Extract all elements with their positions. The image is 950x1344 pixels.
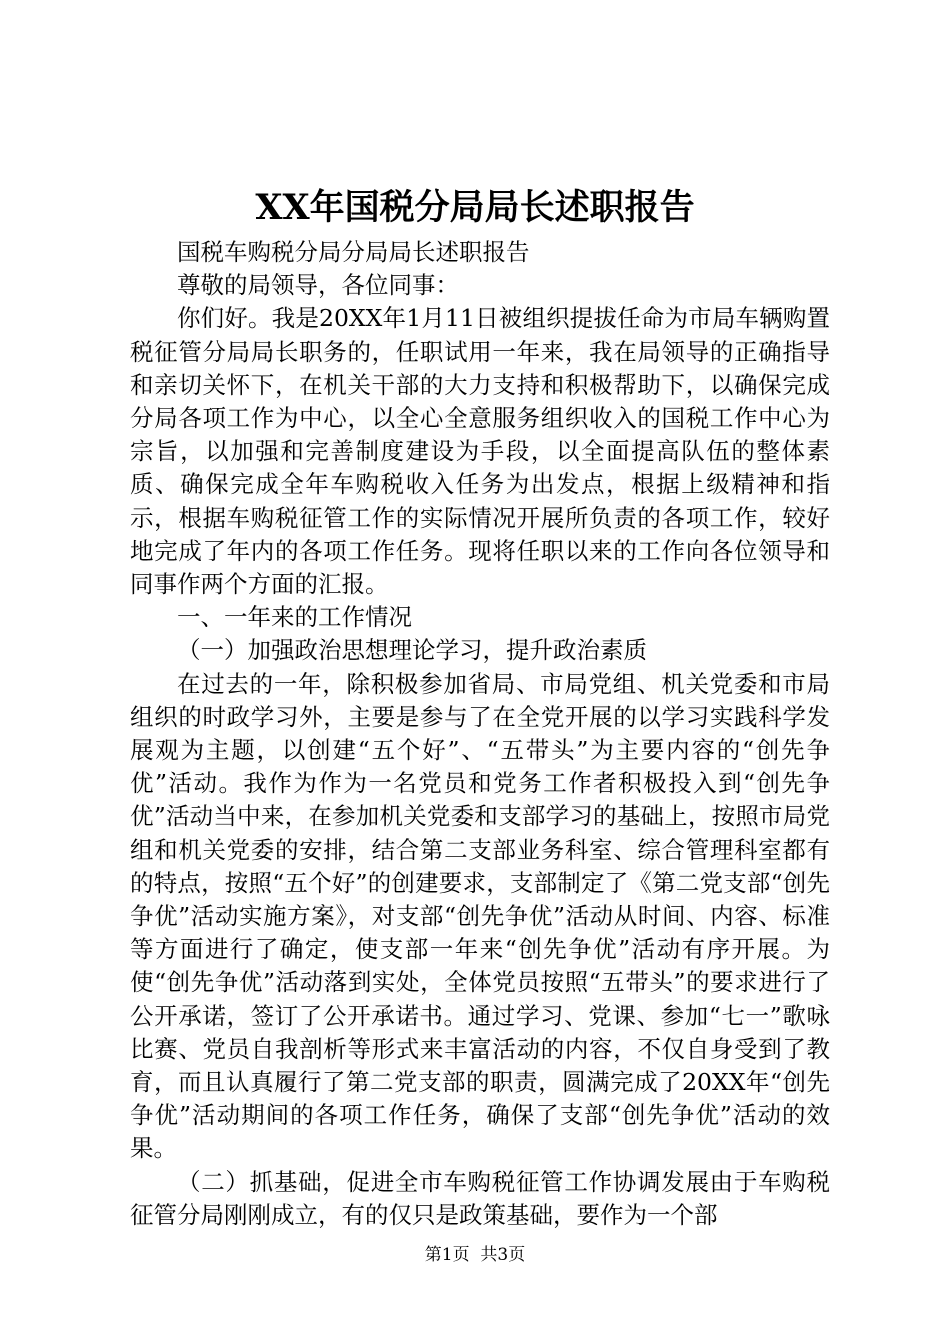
document-body (130, 236, 830, 1232)
subsection-heading-1: （一）加强政治思想理论学习，提升政治素质 (177, 636, 647, 665)
document-title: XX年国税分局局长述职报告 (255, 187, 695, 228)
page-number: 第1页 共3页 (424, 1245, 526, 1265)
paragraph-salutation: 尊敬的局领导，各位同事： (177, 271, 459, 300)
paragraph-subtitle: 国税车购税分局分局局长述职报告 (177, 238, 530, 266)
subsection-heading-2: （二）抓基础，促进全市车购税征管工作协调发展由于车购税征管分局刚刚成立，有的仅只是政策基础，要作为一个部 (130, 1167, 830, 1229)
section-heading-1: 一、一年来的工作情况 (177, 603, 412, 632)
page-footer (0, 1243, 950, 1267)
paragraph-intro: 你们好。我是20XX年1月11日被组织提拔任命为市局车辆购置税征管分局局长职务的，任职试用一年来，我在局领导的正确指导和亲切关怀下，在机关干部的大力支持和积极帮助下，以确保完成分局各项工作为中心，以全心全意服务组织收入的国税工作中心为宗旨，以加强和完善制度建设为手段，以全面提高队伍的整体素质、确保完成全年车购税收入任务为出发点，根据上级精神和指示，根据车购税征管工作的实际情况开展所负责的各项工作，较好地完成了年内的各项工作任务。现将任职以来的工作向各位领导和同事作两个方面的汇报。 (130, 304, 830, 599)
paragraph-study: 在过去的一年，除积极参加省局、市局党组、机关党委和市局组织的时政学习外，主要是参与了在全党开展的以学习实践科学发展观为主题，以创建“五个好”、“五带头”为主要内容的“创先争优”活动。我作为作为一名党员和党务工作者积极投入到“创先争优”活动当中来，在参加机关党委和支部学习的基础上，按照市局党组和机关党委的安排，结合第二支部业务科室、综合管理科室都有的特点，按照“五个好”的创建要求，支部制定了《第二党支部“创先争优”活动实施方案》，对支部“创先争优”活动从时间、内容、标准等方面进行了确定，使支部一年来“创先争优”活动有序开展。为使“创先争优”活动落到实处，全体党员按照“五带头”的要求进行了公开承诺，签订了公开承诺书。通过学习、党课、参加“七一”歌咏比赛、党员自我剖析等形式来丰富活动的内容，不仅自身受到了教育，而且认真履行了第二党支部的职责，圆满完成了20XX年“创先争优”活动期间的各项工作任务，确保了支部“创先争优”活动的效果。 (130, 669, 830, 1163)
